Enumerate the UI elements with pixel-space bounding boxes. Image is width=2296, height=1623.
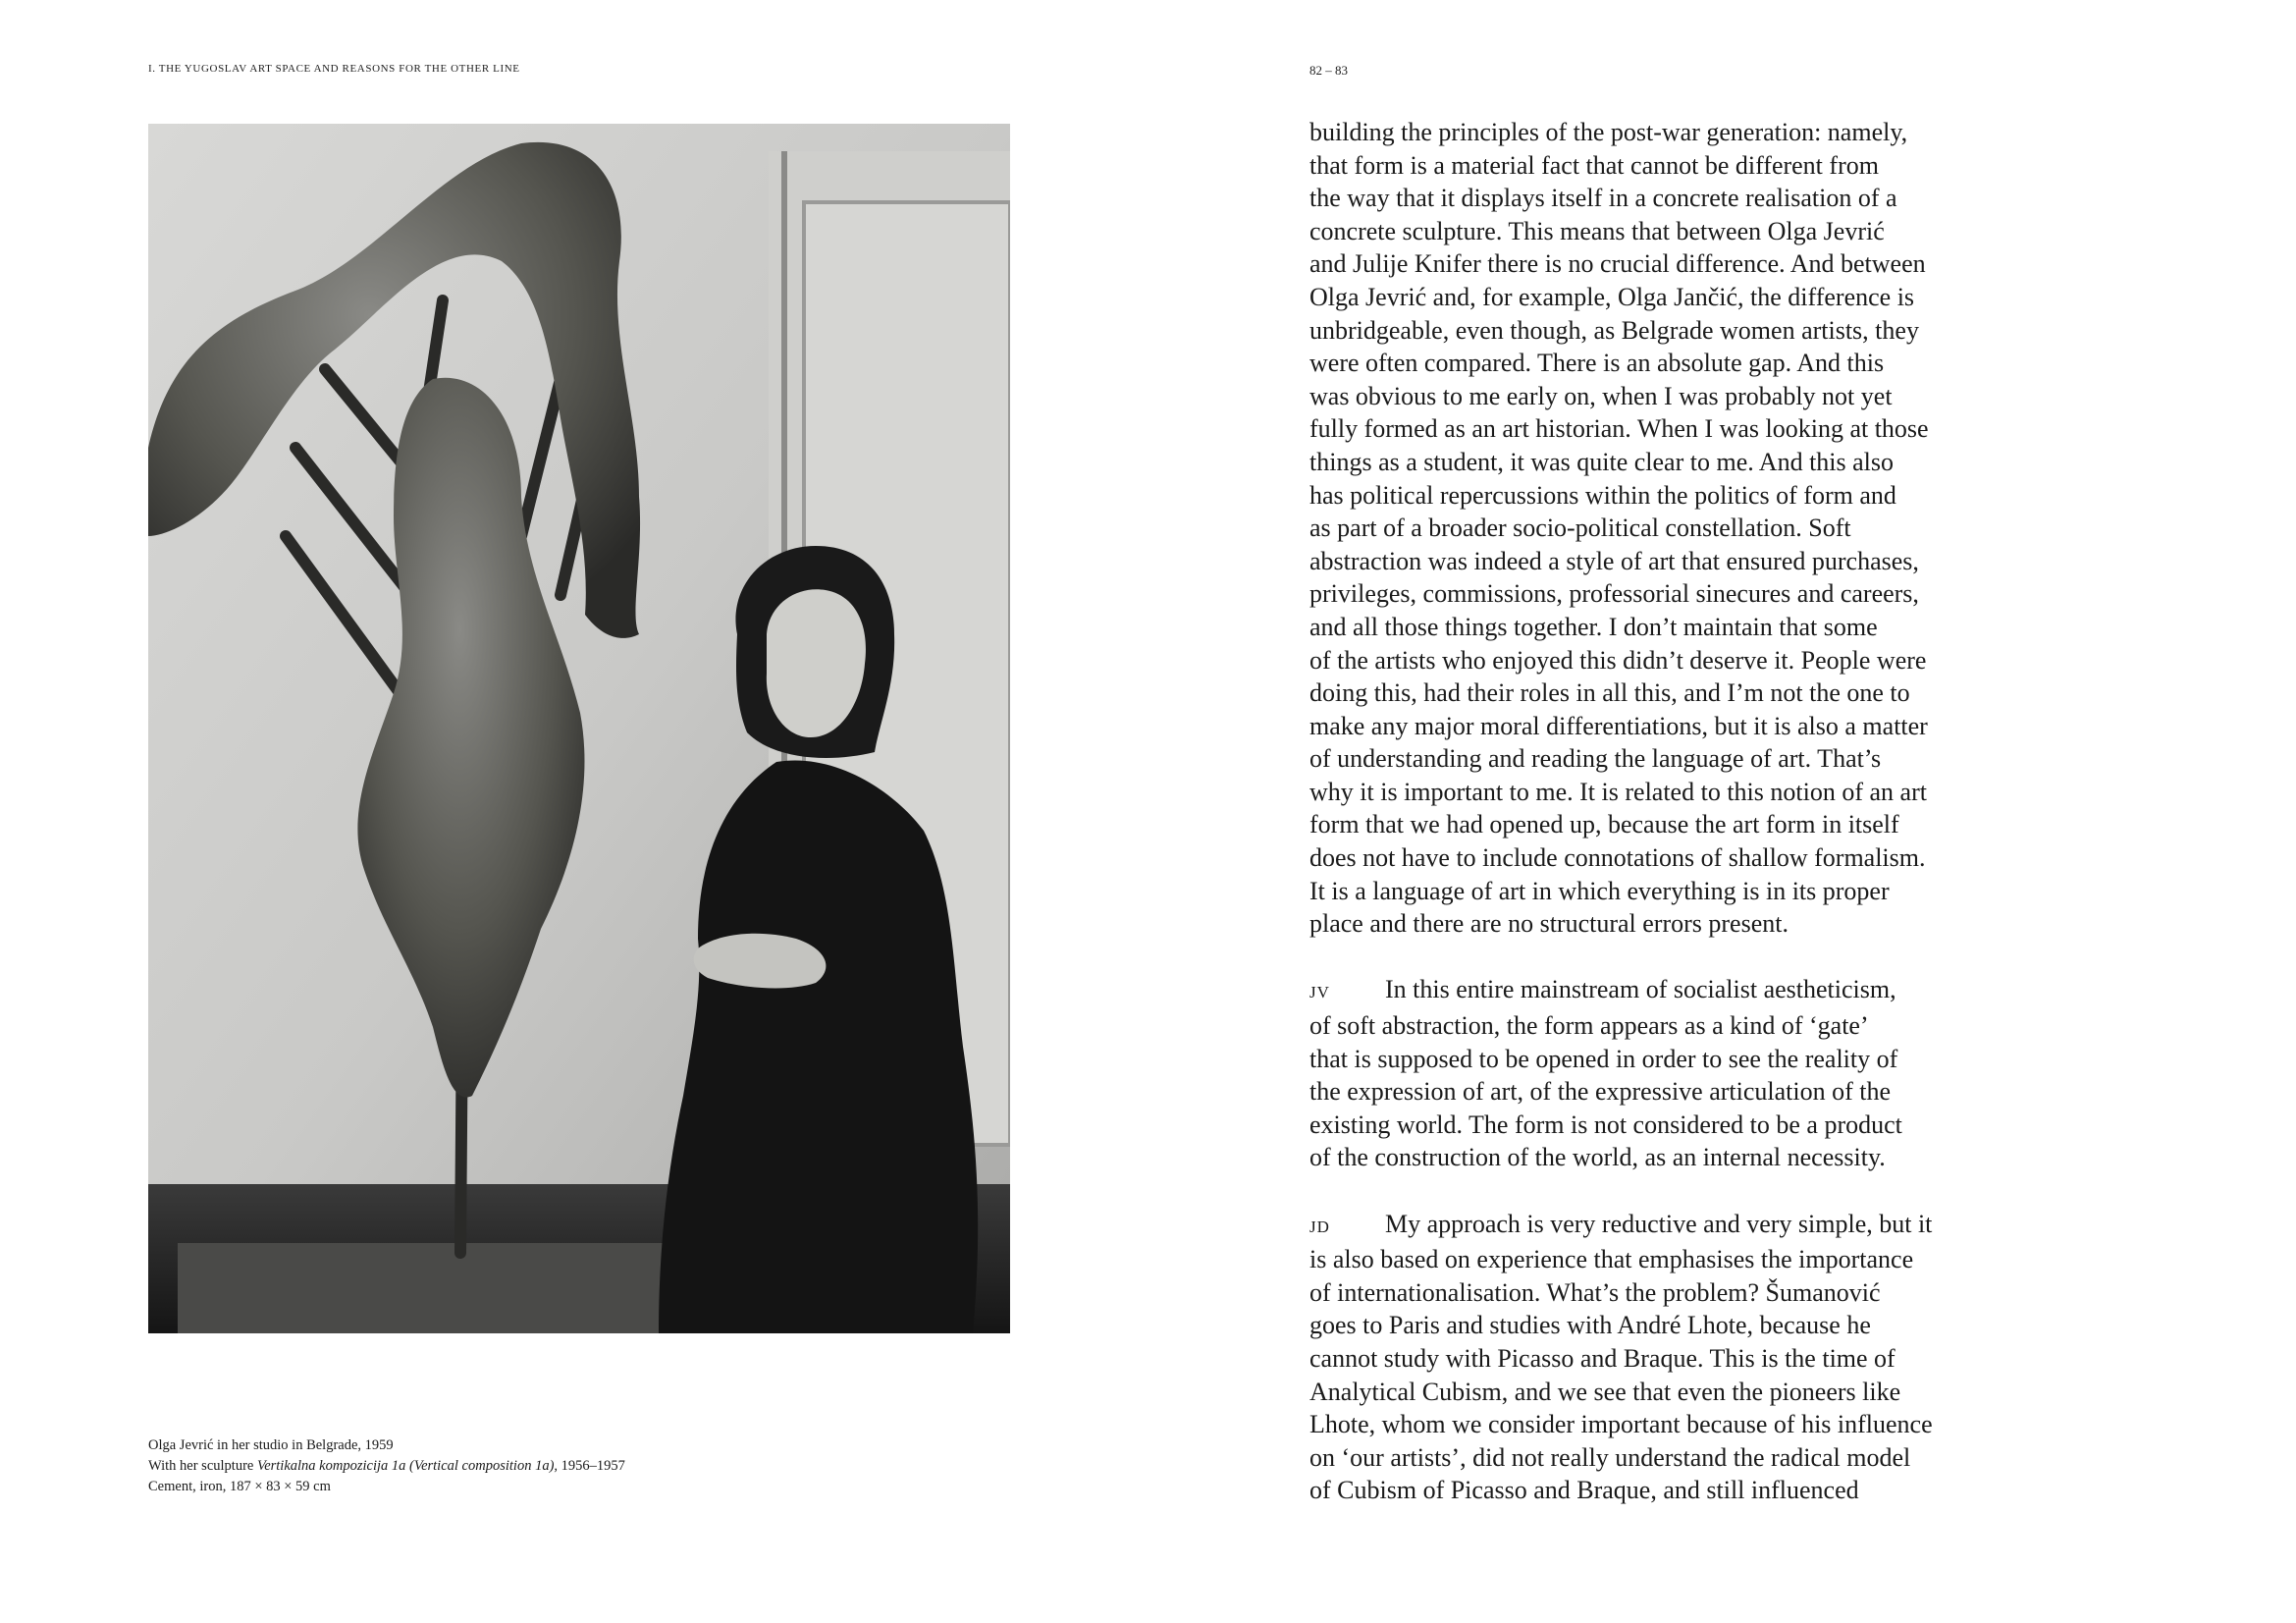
paragraph-line: fully formed as an art historian. When I was looking at those — [1309, 414, 1929, 444]
caption-line-1: Olga Jevrić in her studio in Belgrade, 1959 — [148, 1437, 394, 1453]
paragraph-line: existing world. The form is not considered to be a product — [1309, 1109, 1902, 1139]
paragraph-2-first-line — [1309, 973, 1997, 1009]
paragraph-line: In this entire mainstream of socialist aestheticism, — [1385, 975, 1896, 1004]
paragraph-line: of the construction of the world, as an internal necessity. — [1309, 1143, 1886, 1172]
paragraph-line: is also based on experience that emphasises the importance — [1309, 1245, 1914, 1274]
paragraph-line: Lhote, whom we consider important because of his influence — [1309, 1410, 1933, 1439]
running-head: I. THE YUGOSLAV ART SPACE AND REASONS FOR THE OTHER LINE — [148, 63, 520, 75]
paragraph-line: was obvious to me early on, when I was probably not yet — [1309, 381, 1893, 410]
paragraph-line: Analytical Cubism, and we see that even the pioneers like — [1309, 1377, 1901, 1406]
paragraph-line: why it is important to me. It is related to this notion of an art — [1309, 777, 1927, 806]
body-text — [1309, 116, 1997, 1507]
paragraph-line: unbridgeable, even though, as Belgrade women artists, they — [1309, 315, 1919, 345]
paragraph-line: privileges, commissions, professorial sinecures and careers, — [1309, 579, 1919, 609]
paragraph-1 — [1309, 116, 1997, 941]
caption-line-3: Cement, iron, 187 × 83 × 59 cm — [148, 1479, 331, 1494]
paragraph-line: building the principles of the post-war generation: namely, — [1309, 118, 1908, 146]
paragraph-3 — [1309, 1208, 1997, 1507]
paragraph-line: were often compared. There is an absolute gap. And this — [1309, 349, 1885, 378]
paragraph-line: of internationalisation. What’s the problem? Šumanović — [1309, 1277, 1881, 1307]
paragraph-line: abstraction was indeed a style of art that ensured purchases, — [1309, 546, 1919, 575]
paragraph-line: cannot study with Picasso and Braque. This is the time of — [1309, 1343, 1896, 1373]
paragraph-line: It is a language of art in which everything is in its proper — [1309, 876, 1890, 905]
speaker-label: JD — [1309, 1217, 1330, 1236]
paragraph-line: My approach is very reductive and very simple, but it — [1385, 1209, 1933, 1238]
paragraph-line: as part of a broader socio-political constellation. Soft — [1309, 514, 1851, 543]
paragraph-line: the expression of art, of the expressive articulation of the — [1309, 1077, 1892, 1107]
speaker-label: JV — [1309, 983, 1330, 1002]
caption-line-2-prefix: With her sculpture — [148, 1458, 257, 1474]
paragraph-line: the way that it displays itself in a concrete realisation of a — [1309, 184, 1897, 213]
paragraph-line: make any major moral differentiations, but it is also a matter — [1309, 711, 1928, 740]
paragraph-line: concrete sculpture. This means that between Olga Jevrić — [1309, 216, 1885, 245]
paragraph-line: Olga Jevrić and, for example, Olga Jančić, the difference is — [1309, 282, 1915, 311]
paragraph-line: doing this, had their roles in all this, and I’m not the one to — [1309, 678, 1910, 708]
plinth — [178, 1243, 727, 1333]
paragraph-line: has political repercussions within the politics of form and — [1309, 480, 1896, 510]
caption-line-2 — [148, 1456, 625, 1477]
paragraph-line: of Cubism of Picasso and Braque, and still influenced — [1309, 1476, 1859, 1505]
caption-artwork-title: Vertikalna kompozicija 1a (Vertical composition 1a), — [256, 1458, 559, 1474]
paragraph-line: of soft abstraction, the form appears as a kind of ‘gate’ — [1309, 1011, 1869, 1041]
paragraph-2 — [1309, 973, 1997, 1174]
paragraph-line: things as a student, it was quite clear to me. And this also — [1309, 447, 1895, 476]
page-numbers: 82 – 83 — [1309, 63, 1348, 78]
paragraph-line: does not have to include connotations of shallow formalism. — [1309, 843, 1926, 873]
paragraph-line: that form is a material fact that cannot be different from — [1309, 150, 1879, 180]
figure-caption — [148, 1435, 625, 1497]
paragraph-line: goes to Paris and studies with André Lhote, because he — [1309, 1311, 1871, 1340]
photograph-artist-with-sculpture — [148, 124, 1010, 1333]
paragraph-line: form that we had opened up, because the art form in itself — [1309, 810, 1899, 839]
paragraph-line: and Julije Knifer there is no crucial difference. And between — [1309, 249, 1926, 279]
paragraph-3-first-line — [1309, 1208, 1997, 1244]
paragraph-line: on ‘our artists’, did not really understand the radical model — [1309, 1442, 1911, 1472]
paragraph-line: that is supposed to be opened in order to see the reality of — [1309, 1044, 1898, 1073]
paragraph-line: place and there are no structural errors present. — [1309, 909, 1789, 939]
paragraph-line: of understanding and reading the language of art. That’s — [1309, 744, 1882, 774]
caption-line-2-suffix: 1956–1957 — [558, 1458, 625, 1474]
paragraph-line: and all those things together. I don’t maintain that some — [1309, 612, 1878, 641]
paragraph-line: of the artists who enjoyed this didn’t deserve it. People were — [1309, 645, 1927, 675]
